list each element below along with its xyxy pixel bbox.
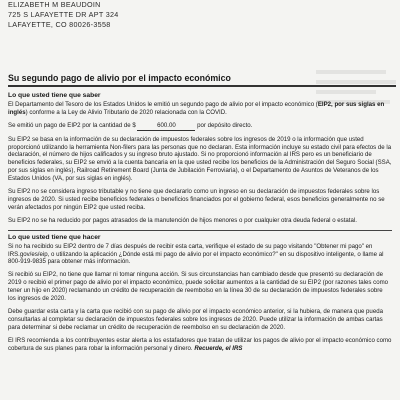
text-run-bold-italic: Recuerde, el IRS [194, 344, 243, 352]
amount-method: por depósito directo. [197, 121, 253, 129]
section-divider [8, 230, 392, 231]
text-run-bold: EIP2, por sus siglas en inglés [8, 100, 385, 116]
title-divider [8, 85, 396, 87]
payment-amount-line [8, 122, 392, 131]
paragraph-taxable: Su EIP2 no se considera ingreso tributable y no tiene que declararlo como un ingreso en su declaración de impuestos federales sobre los ingresos de 2020. Si usted recibe beneficios federales o beneficios financiados por el gobierno federal, esos beneficios generalmente no se verán afectados por ningún EIP2 que usted reciba. [8, 188, 385, 211]
paragraph-scam-warning [8, 337, 392, 353]
paragraph-received: Si recibió su EIP2, no tiene que llamar ni tomar ninguna acción. Si sus circunstancias han cambiado desde que presentó su declaración de 2019 o recibió el primer pago de alivio por el impacto económico, puede solicitar aumentos a la cantidad de su EIP2 (por razones tales como tener un hijo en 2020) reclamando un crédito de recuperación de reembolso en la línea 30 de su declaración de impuestos federales sobre los ingresos de 2020. [8, 271, 389, 303]
text-run: ) conforme a la Ley de Alivio Tributario de 2020 relacionada con la COVID. [25, 108, 227, 116]
paragraph-reduction: Su EIP2 no se ha reducido por pagos atrasados de la manutención de hijos menores o por cualquier otra deuda federal o estatal. [8, 216, 357, 224]
section-heading-know: Lo que usted tiene que saber [8, 92, 101, 99]
text-run: El Departamento del Tesoro de los Estados Unidos le emitió un segundo pago de alivio por el impacto económico ( [8, 100, 318, 108]
recipient-street: 725 S LAFAYETTE DR APT 324 [8, 10, 119, 19]
letter-title: Su segundo pago de alivio por el impacto económico [8, 73, 231, 83]
paragraph-basis: Su EIP2 se basa en la información de su declaración de impuestos federales sobre los ingresos de 2019 o la información que usted proporcionó utilizando la herramienta Non-filers para las personas que no declaran. Esta información incluye su estado civil para efectos de la declaración, el número de hijos calificados y su ingreso bruto ajustado. Si no proporcionó información al IRS pero es un beneficiario de beneficios federales, su EIP2 se envió a la cuenta bancaria en la que usted recibe los beneficios de la Administración del Seguro Social (SSA, por sus siglas en inglés), Railroad Retirement Board (Junta de Jubilación Ferroviaria), o el Departamento de Asuntos de Veteranos de los Estados Unidos (VA, por sus siglas en inglés). [8, 135, 392, 183]
paragraph-eip2-issued [8, 101, 392, 117]
paragraph-not-received: Si no ha recibido su EIP2 dentro de 7 días después de recibir esta carta, verifique el estado de su pago visitando "Obtener mi pago" en IRS.gov/es/eip, o utilizando la aplicación ¿Dónde está mi pago de alivio por el impacto económico?" en su dispositivo inteligente, o llame al 800-919-9835 para obtener más información. [8, 242, 384, 266]
paragraph-keep-letter: Debe guardar esta carta y la carta que recibió con su pago de alivio por el impacto económico anterior, si la hubiera, de manera que pueda consultarlas al completar su declaración de impuestos federales sobre los ingresos de 2020. Puede utilizar la información de ambas cartas para determinar si debe reclamar un crédito de recuperación de reembolso en su declaración de 2020. [8, 307, 383, 331]
letter-body [8, 92, 392, 357]
text-run: El IRS recomienda a los contribuyentes estar alerta a los estafadores que tratan de utilizar los pagos de alivio por el impacto económico como cobertura de sus planes para robar la información personal y dinero. [8, 336, 392, 352]
section-heading-do: Lo que usted tiene que hacer [8, 233, 101, 241]
recipient-address [8, 0, 119, 30]
recipient-name: ELIZABETH M BEAUDOIN [8, 0, 101, 9]
amount-label: Se emitió un pago de EIP2 por la cantidad de $ [8, 121, 136, 129]
recipient-city: LAFAYETTE, CO 80026-3558 [8, 20, 111, 29]
payment-amount: 600.00 [137, 122, 195, 131]
